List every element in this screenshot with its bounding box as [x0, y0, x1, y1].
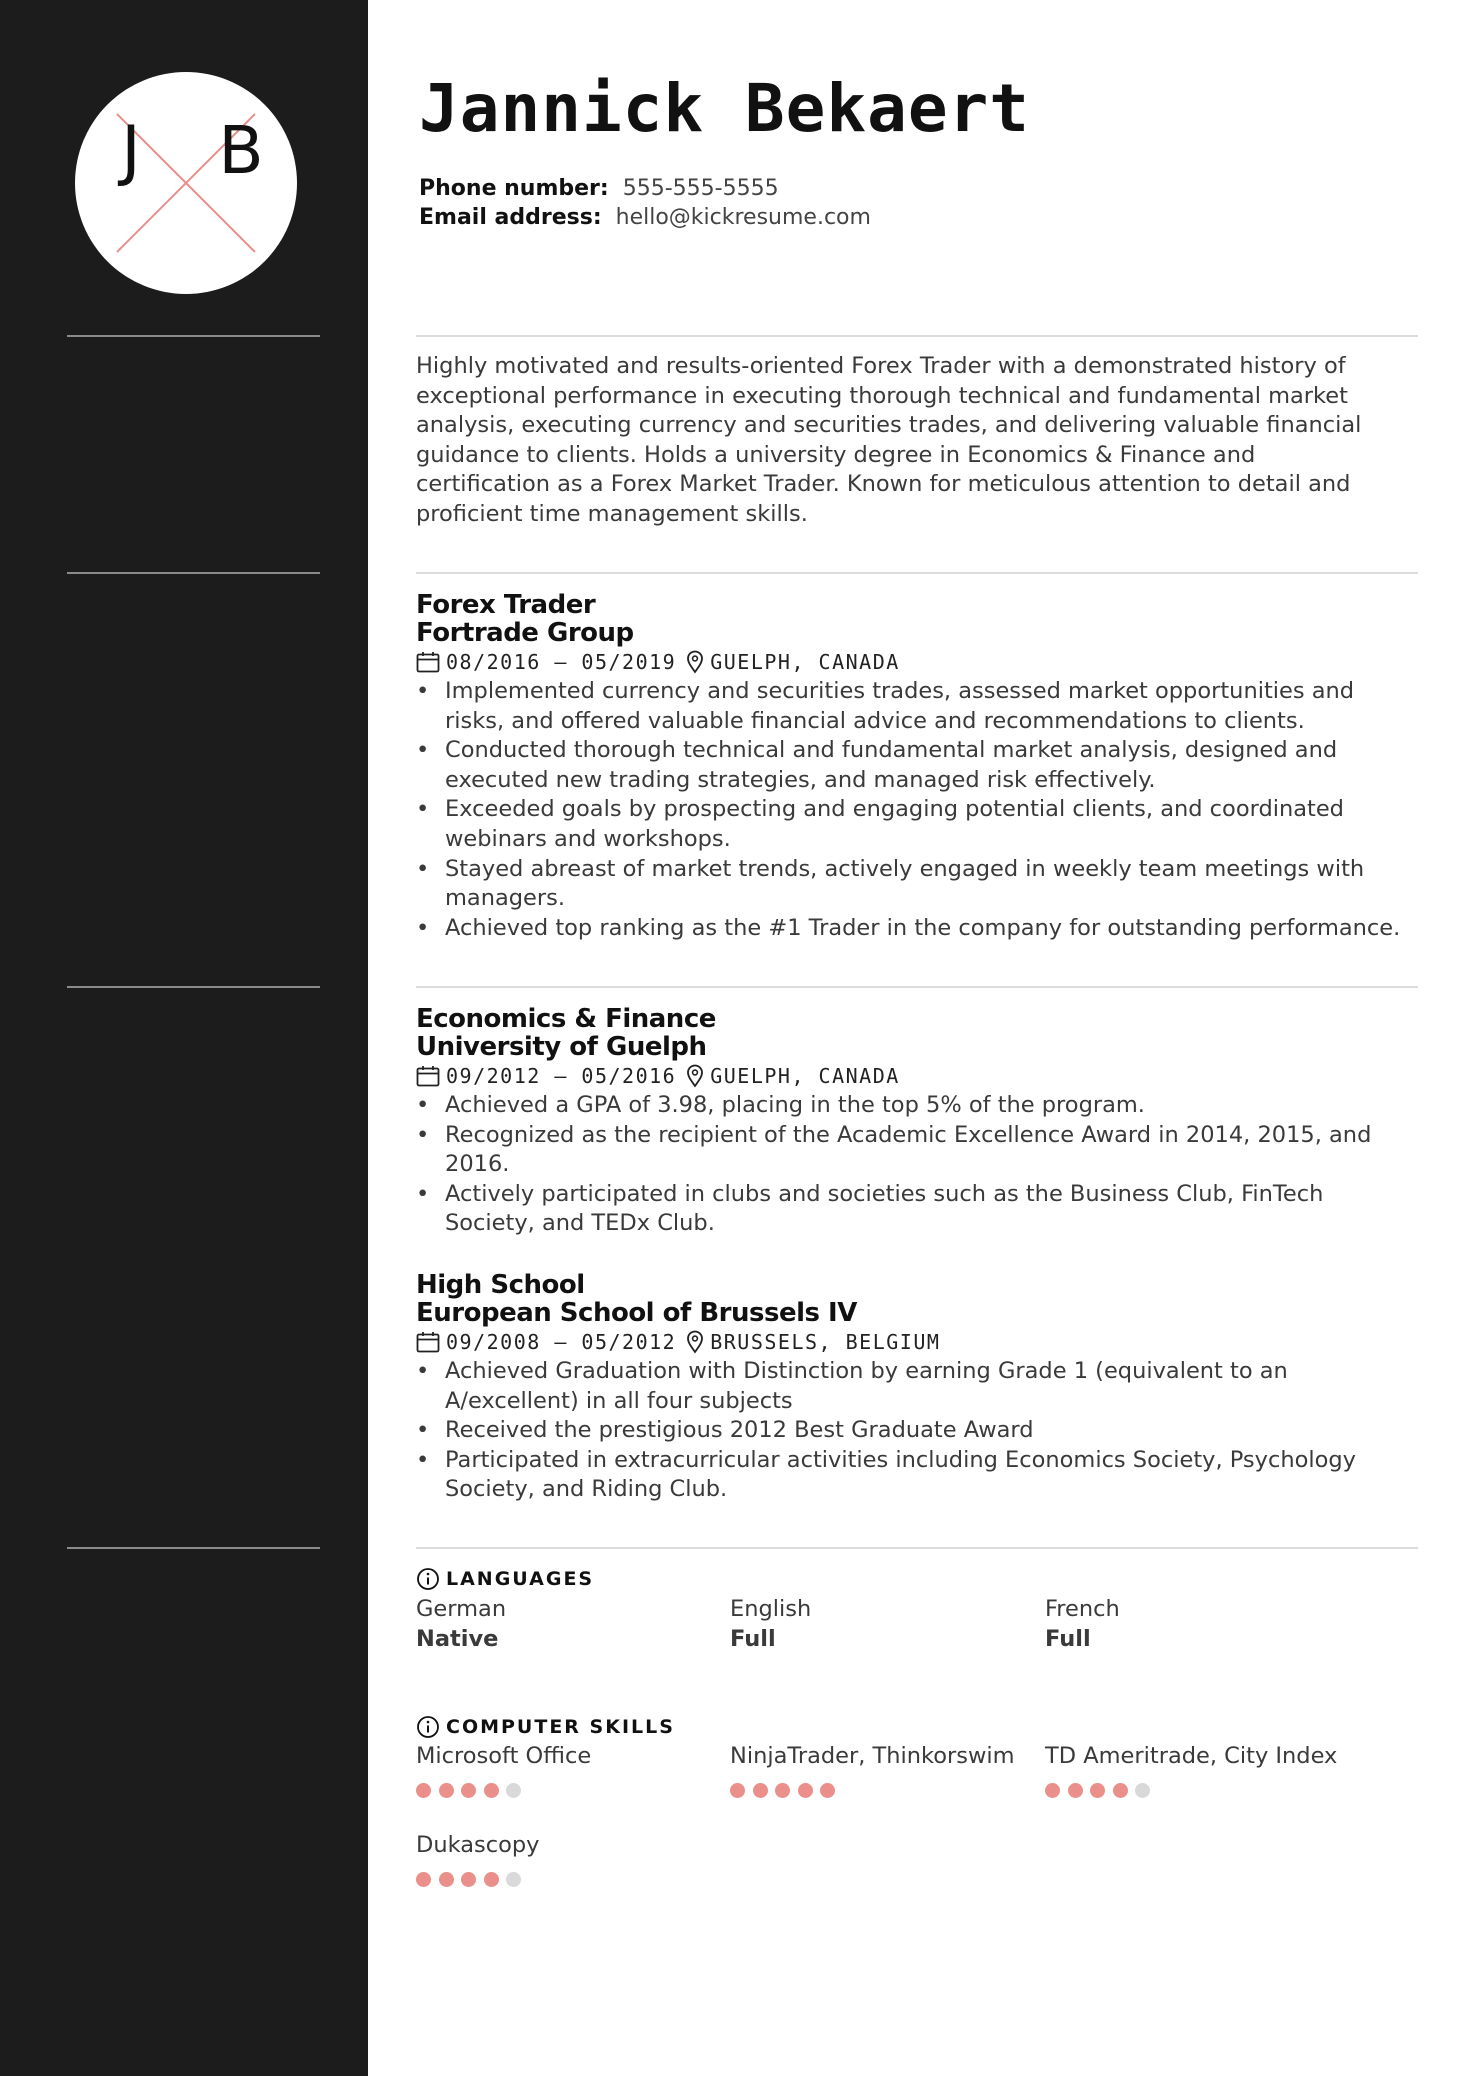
entry-dates: 09/2008 – 05/2012 [446, 1330, 677, 1354]
list-item: • Received the prestigious 2012 Best Graduate Award [416, 1416, 1416, 1446]
rating-dot-empty [506, 1783, 521, 1798]
rating-dot-filled [416, 1872, 431, 1887]
degree-title: Economics & Finance [416, 1004, 716, 1034]
list-item: • Exceeded goals by prospecting and engaging potential clients, and coordinated webinars and workshops. [416, 795, 1416, 854]
school-name: European School of Brussels IV [416, 1298, 857, 1328]
rating-dot-filled [416, 1783, 431, 1798]
section-divider [416, 335, 1418, 337]
entry-meta [416, 1327, 1416, 1357]
rating-dot-filled [753, 1783, 768, 1798]
rating-dot-filled [461, 1872, 476, 1887]
computer-skills-title: COMPUTER SKILLS [446, 1716, 675, 1738]
sidebar-divider [67, 572, 320, 574]
phone-label: Phone number: [419, 176, 609, 201]
computer-skill-item [1045, 1741, 1355, 1798]
bullet-list [416, 1091, 1416, 1239]
rating-dot-filled [1068, 1783, 1083, 1798]
skill-rating [1045, 1783, 1355, 1798]
list-item: • Achieved a GPA of 3.98, placing in the top 5% of the program. [416, 1091, 1416, 1121]
education-entry [416, 1271, 1416, 1505]
languages-title: LANGUAGES [446, 1568, 595, 1590]
rating-dot-filled [1090, 1783, 1105, 1798]
entry-dates: 09/2012 – 05/2016 [446, 1064, 677, 1088]
entry-meta [416, 1061, 1416, 1091]
contact-email [419, 205, 871, 230]
sidebar [0, 0, 368, 2076]
section-divider [416, 572, 1418, 574]
location-pin-icon [686, 1330, 704, 1354]
work-entry [416, 591, 1416, 943]
bullet-list [416, 1357, 1416, 1505]
rating-dot-filled [820, 1783, 835, 1798]
skill-name: Dukascopy [416, 1832, 540, 1858]
candidate-name: Jannick Bekaert [419, 70, 1031, 147]
computer-skill-item [416, 1741, 726, 1798]
section-divider [416, 986, 1418, 988]
skill-name: TD Ameritrade, City Index [1045, 1743, 1338, 1769]
skill-rating [416, 1872, 726, 1887]
language-name: English [730, 1596, 812, 1622]
rating-dot-filled [1045, 1783, 1060, 1798]
entry-dates: 08/2016 – 05/2019 [446, 650, 677, 674]
contact-phone [419, 176, 779, 201]
calendar-icon [416, 1331, 440, 1353]
language-name: French [1045, 1596, 1120, 1622]
rating-dot-filled [439, 1872, 454, 1887]
rating-dot-filled [484, 1783, 499, 1798]
info-icon [416, 1567, 440, 1591]
language-level: Native [416, 1626, 499, 1652]
skill-rating [730, 1783, 1040, 1798]
bullet-list [416, 677, 1416, 943]
rating-dot-empty [1135, 1783, 1150, 1798]
location-pin-icon [686, 650, 704, 674]
rating-dot-filled [461, 1783, 476, 1798]
list-item: • Conducted thorough technical and fundamental market analysis, designed and executed new trading strategies, and managed risk effectively. [416, 736, 1416, 795]
sidebar-divider [67, 1547, 320, 1549]
list-item: • Achieved Graduation with Distinction by earning Grade 1 (equivalent to an A/excellent) in all four subjects [416, 1357, 1416, 1416]
rating-dot-filled [484, 1872, 499, 1887]
sidebar-divider [67, 335, 320, 337]
language-item [730, 1594, 1030, 1654]
skill-rating [416, 1783, 726, 1798]
email-value[interactable]: hello@kickresume.com [615, 205, 871, 230]
skill-name: Microsoft Office [416, 1743, 592, 1769]
company-name: Fortrade Group [416, 618, 634, 648]
computer-skill-item [730, 1741, 1040, 1798]
rating-dot-filled [730, 1783, 745, 1798]
info-icon [416, 1715, 440, 1739]
list-item: • Implemented currency and securities trades, assessed market opportunities and risks, and offered valuable financial advice and recommendations to clients. [416, 677, 1416, 736]
entry-location: GUELPH, CANADA [710, 650, 900, 674]
avatar [75, 72, 297, 294]
job-title: Forex Trader [416, 590, 596, 620]
calendar-icon [416, 1065, 440, 1087]
entry-meta [416, 647, 1416, 677]
sidebar-divider [67, 986, 320, 988]
rating-dot-empty [506, 1872, 521, 1887]
entry-location: GUELPH, CANADA [710, 1064, 900, 1088]
education-entry [416, 1005, 1416, 1239]
rating-dot-filled [1113, 1783, 1128, 1798]
list-item: • Recognized as the recipient of the Academic Excellence Award in 2014, 2015, and 2016. [416, 1121, 1416, 1180]
calendar-icon [416, 651, 440, 673]
school-name: University of Guelph [416, 1032, 707, 1062]
location-pin-icon [686, 1064, 704, 1088]
language-item [416, 1594, 716, 1654]
avatar-initial-first: J [121, 112, 141, 189]
rating-dot-filled [775, 1783, 790, 1798]
language-level: Full [730, 1626, 776, 1652]
list-item: • Achieved top ranking as the #1 Trader in the company for outstanding performance. [416, 914, 1416, 944]
computer-skill-item [416, 1830, 726, 1887]
list-item: • Stayed abreast of market trends, actively engaged in weekly team meetings with managers. [416, 855, 1416, 914]
languages-heading [416, 1567, 594, 1591]
rating-dot-filled [798, 1783, 813, 1798]
computer-skills-heading [416, 1715, 675, 1739]
rating-dot-filled [439, 1783, 454, 1798]
list-item: • Actively participated in clubs and societies such as the Business Club, FinTech Society, and TEDx Club. [416, 1180, 1416, 1239]
avatar-initial-last: B [218, 112, 264, 189]
profile-summary: Highly motivated and results-oriented Forex Trader with a demonstrated history of exceptional performance in executing thorough technical and fundamental market analysis, executing currency and securities trades, and delivering valuable financial guidance to clients. Holds a university degree in Economics & Finance and certification as a Forex Market Trader. Known for meticulous attention to detail and proficient time management skills. [416, 353, 1362, 527]
skill-name: NinjaTrader, Thinkorswim [730, 1743, 1015, 1769]
phone-value[interactable]: 555-555-5555 [622, 176, 779, 201]
degree-title: High School [416, 1270, 585, 1300]
language-name: German [416, 1596, 507, 1622]
language-item [1045, 1594, 1345, 1654]
language-level: Full [1045, 1626, 1091, 1652]
email-label: Email address: [419, 205, 602, 230]
list-item: • Participated in extracurricular activities including Economics Society, Psychology Society, and Riding Club. [416, 1446, 1416, 1505]
entry-location: BRUSSELS, BELGIUM [710, 1330, 941, 1354]
section-divider [416, 1547, 1418, 1549]
